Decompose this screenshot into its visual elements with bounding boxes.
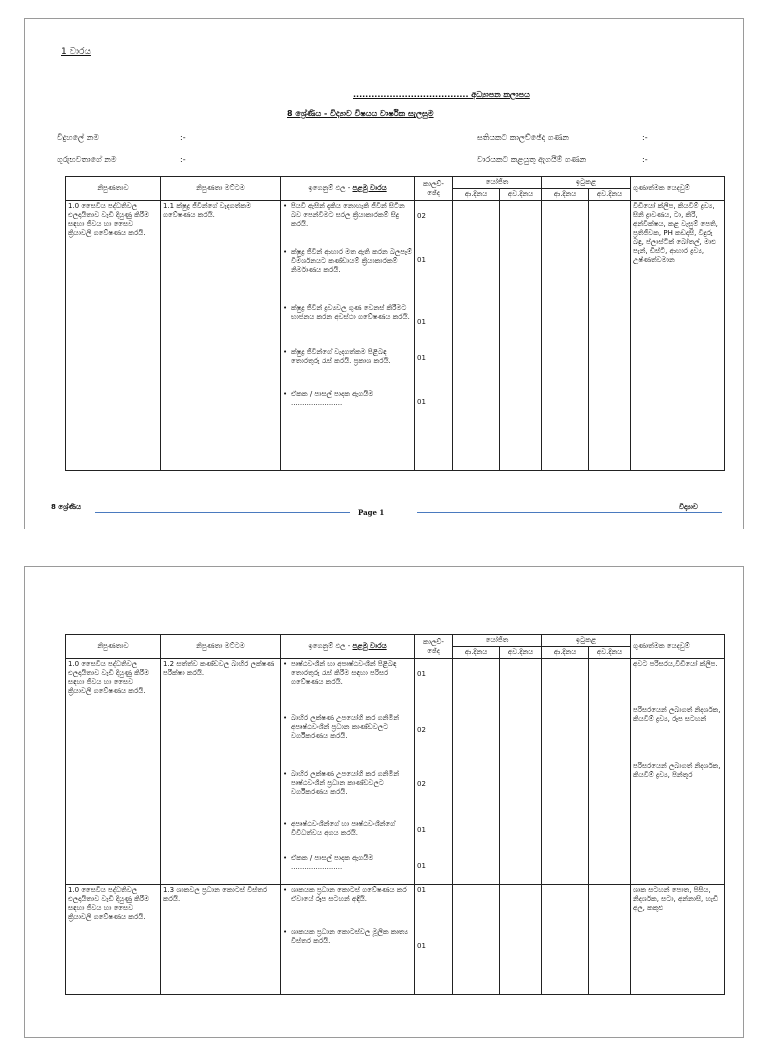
header-competency: නිපුණතාව [66,635,161,659]
term-assessments-colon: :- [642,155,648,164]
outcome-item: • පියවි ඇසින් දැකිය නොහැකි ජීවීන් සිටින බව පෙන්වීමට සරල ක්‍රියාකාරකම් සිදු කරයි. [283,202,412,248]
planned-end-cell [500,659,542,885]
zone-heading: ...................................... අධ්‍යාපන කලාපය [353,90,530,99]
weekly-periods-label: සතියකට කාලච්ඡේද ගණන [477,133,569,142]
table-row [66,659,725,885]
resources-cell [631,659,725,885]
header-end-date: අව.දිනය [500,189,542,201]
header-start-date-actual: ආ.දිනය [542,189,589,201]
header-start-date-actual: ආ.දිනය [542,647,589,659]
actual-start-cell [542,201,589,471]
planned-start-cell [453,885,500,995]
resource-group: පරිසරයෙන් ලබාගත් නිදර්ශක, කියවීම් ද්‍රව්‍ය, පින්තූර [633,762,721,779]
actual-start-cell [542,885,589,995]
teacher-name-colon: :- [180,155,186,164]
competency-level-cell: 1.2 සත්ත්ව කණ්ඩවල බාහිර ලක්ෂණ පරීක්ෂා කරයි. [161,659,281,885]
outcome-item: • ඒකක / පාසල් පාදක ඇගයීම ....................... [283,854,412,876]
table-row [66,201,725,471]
page-gap [0,529,768,565]
outcomes-cell [281,201,415,471]
periods-cell [415,659,453,885]
header-start-date: ආ.දිනය [453,189,500,201]
outcome-item: • ක්ෂුද්‍ර ජීවීන් ද්‍රව්‍යවල ගුණ වෙනස් කිරීමට භාජනය කරන අවස්ථා ගවේෂණය කරයි. [283,304,412,348]
resource-group: පරිසරයෙන් ලබාගත් නිදර්ශක, කියවීම් ද්‍රව්‍ය, රූප සටහන් [633,706,721,723]
planned-end-cell [500,885,542,995]
periods-cell [415,885,453,995]
outcome-item: • ශාකයක ප්‍රධාන කොටස් ගවේෂණය කර ඒවායේ රූප සටහන් අඳියි. [283,886,412,928]
school-name-label: විදුහලේ නම [57,133,99,142]
footer-page-number: Page 1 [358,508,385,517]
footer-subject: විද්‍යාව [679,503,698,511]
period-value: 01 [417,670,426,678]
outcome-item: • පෘෂ්ඨවංශීන් හා අපෘෂ්ඨවංශීන් පිළිබඳ තොරතුරු රැස් කිරීම සඳහා පරිසර ගවේෂණය කරයි. [283,660,412,714]
document-page-1 [24,18,744,530]
actual-end-cell [589,201,631,471]
school-name-colon: :- [180,133,186,142]
outcome-item: • ක්ෂුද්‍ර ජීවීන්ගේ වැදගත්කම පිළිබඳ තොරතුරු රැස් කරයි. ප්‍රකාශ කරයි. [283,348,412,390]
resources-cell: වීඩියෝ ක්ලිප, කියවීම් ද්‍රව්‍ය, සිනි ද්‍රාවණය, ටා, කිරි, අන්වීක්ෂය, කළ වැසුම් පෙති, ප්‍රතිජීවක, PH කඩදාසි, වීදුරු බඳු, ප්ලාස්ටික් බෝතල්, මාළු පැන්, ඩිස්ටි, ආහාර ද්‍රව්‍ය, උෂ්ණත්වමාන [631,201,725,471]
period-value: 01 [417,354,426,362]
header-outcomes [281,635,415,659]
competency-level-cell: 1.1 ක්ෂුද්‍ර ජීවීන්ගේ වැදගත්කම ගවේෂණය කරයි. [161,201,281,471]
period-value: 02 [417,212,426,220]
header-outcomes-prefix: ඉගෙනුම් ඵල - [308,184,353,192]
periods-cell [415,201,453,471]
period-value: 02 [417,780,426,788]
header-planned: යෝජිත [453,635,542,647]
footer-grade: 8 ශ්‍රේණිය [51,503,81,511]
header-actual: ඉටුකළ [542,635,631,647]
competency-cell: 1.0 සෛවීය පද්ධතිවල එලදායිතාව වැඩි දියුණු කිරීම සඳහා ජීවය හා සෛව ක්‍රියාවලි ගවේෂණය කරයි. [66,201,161,471]
competency-level-cell: 1.3 ශාකවල ප්‍රධාන කොටස් විස්තර කරයි. [161,885,281,995]
period-value: 01 [417,862,426,870]
header-outcomes-term: පළමු වාරය [352,184,387,192]
outcome-item: • ඒකක / පාසල් පාදක ඇගයීම ....................... [283,390,412,412]
outcome-item: • බාහිර ලක්ෂණ උපයෝගි කර ගනිමින් පෘෂ්ඨවංශීන් ප්‍රධාන කාණ්ඩවලට වර්ගීකරණය කරයි. [283,770,412,820]
header-outcomes [281,177,415,201]
footer-rule-left [95,512,350,513]
outcome-item: • ශාකයක ප්‍රධාන කොටස්වල මූලික කෘත්‍ය විස්තර කරයි. [283,928,412,968]
outcomes-cell [281,885,415,995]
header-level: නිපුණතා මට්ටම [161,177,281,201]
planned-end-cell [500,201,542,471]
actual-start-cell [542,659,589,885]
header-outcomes-term: පළමු වාරය [352,642,387,650]
header-level: නිපුණතා මට්ටම [161,635,281,659]
actual-end-cell [589,885,631,995]
header-periods: කාලච්-ඡේද [415,635,453,659]
document-page-2 [24,566,744,1038]
period-value: 01 [417,886,426,894]
header-end-date-actual: අව.දිනය [589,189,631,201]
header-resources: ගුණාත්මක යෙදවුම් [631,177,725,201]
period-value: 01 [417,942,426,950]
actual-end-cell [589,659,631,885]
outcome-item: • ක්ෂුද්‍ර ජීවීන් ආහාර මත ඇති කරන බලපෑම් විමර්ශනයට කණ්ඩායම් ක්‍රියාකාරකම් නිර්මාණය කරයි. [283,248,412,304]
period-value: 01 [417,318,426,326]
header-end-date-actual: අව.දිනය [589,647,631,659]
resources-cell: ශාක සටහන් පොත, පිසිය, නිදර්ශක, සටා, අන්නාසි, හැඩි අල, කකුළු [631,885,725,995]
period-value: 02 [417,726,426,734]
resource-group: අවට පරිසරය,වීඩියෝ ක්ලිප. [633,660,718,668]
header-end-date: අව.දිනය [500,647,542,659]
competency-cell: 1.0 සෛවීය පද්ධතිවල එලදායිතාව වැඩි දියුණු කිරීම සඳහා ජීවය හා සෛව ක්‍රියාවලි ගවේෂණය කරයි. [66,659,161,885]
plan-table-page-2 [65,634,725,995]
weekly-periods-colon: :- [642,133,648,142]
term-assessments-label: වාරයකට කළයුතු ඇගයීම් ගණන [477,155,587,164]
period-value: 01 [417,256,426,264]
table-row [66,885,725,995]
document-title: 8 ශ්‍රේණිය - විද්‍යාව විෂයය වාර්ෂික සැලසුම [287,109,434,118]
planned-start-cell [453,659,500,885]
period-value: 01 [417,398,426,406]
header-actual: ඉටුකළ [542,177,631,189]
outcome-item: • අපෘෂ්ඨවංශීන්ගේ හා පෘෂ්ඨවංශීන්ගේ විවිධත්වය අගය කරයි. [283,820,412,854]
period-value: 01 [417,826,426,834]
header-competency: නිපුණතාව [66,177,161,201]
header-start-date: ආ.දිනය [453,647,500,659]
outcome-item: • බාහිර ලක්ෂණ උපයෝගි කර ගනිමින් අපෘෂ්ඨවංශීන් ප්‍රධාන කාණ්ඩවලට වර්ගීකරණය කරයි. [283,714,412,770]
teacher-name-label: ගුරුභවතාගේ නම [57,155,117,164]
header-periods: කාලච්-ඡේද [415,177,453,201]
header-outcomes-prefix: ඉගෙනුම් ඵල - [308,642,353,650]
plan-table-page-1 [65,176,725,471]
term-label: 1 වාරය [61,47,91,57]
outcomes-cell [281,659,415,885]
footer-rule-right [417,512,722,513]
header-resources: ගුණාත්මක යෙදවුම් [631,635,725,659]
planned-start-cell [453,201,500,471]
header-planned: යෝජිත [453,177,542,189]
competency-cell: 1.0 සෛවීය පද්ධතිවල එලදායිතාව වැඩි දියුණු කිරීම සඳහා ජීවය හා සෛව ක්‍රියාවලි ගවේෂණය කරයි. [66,885,161,995]
